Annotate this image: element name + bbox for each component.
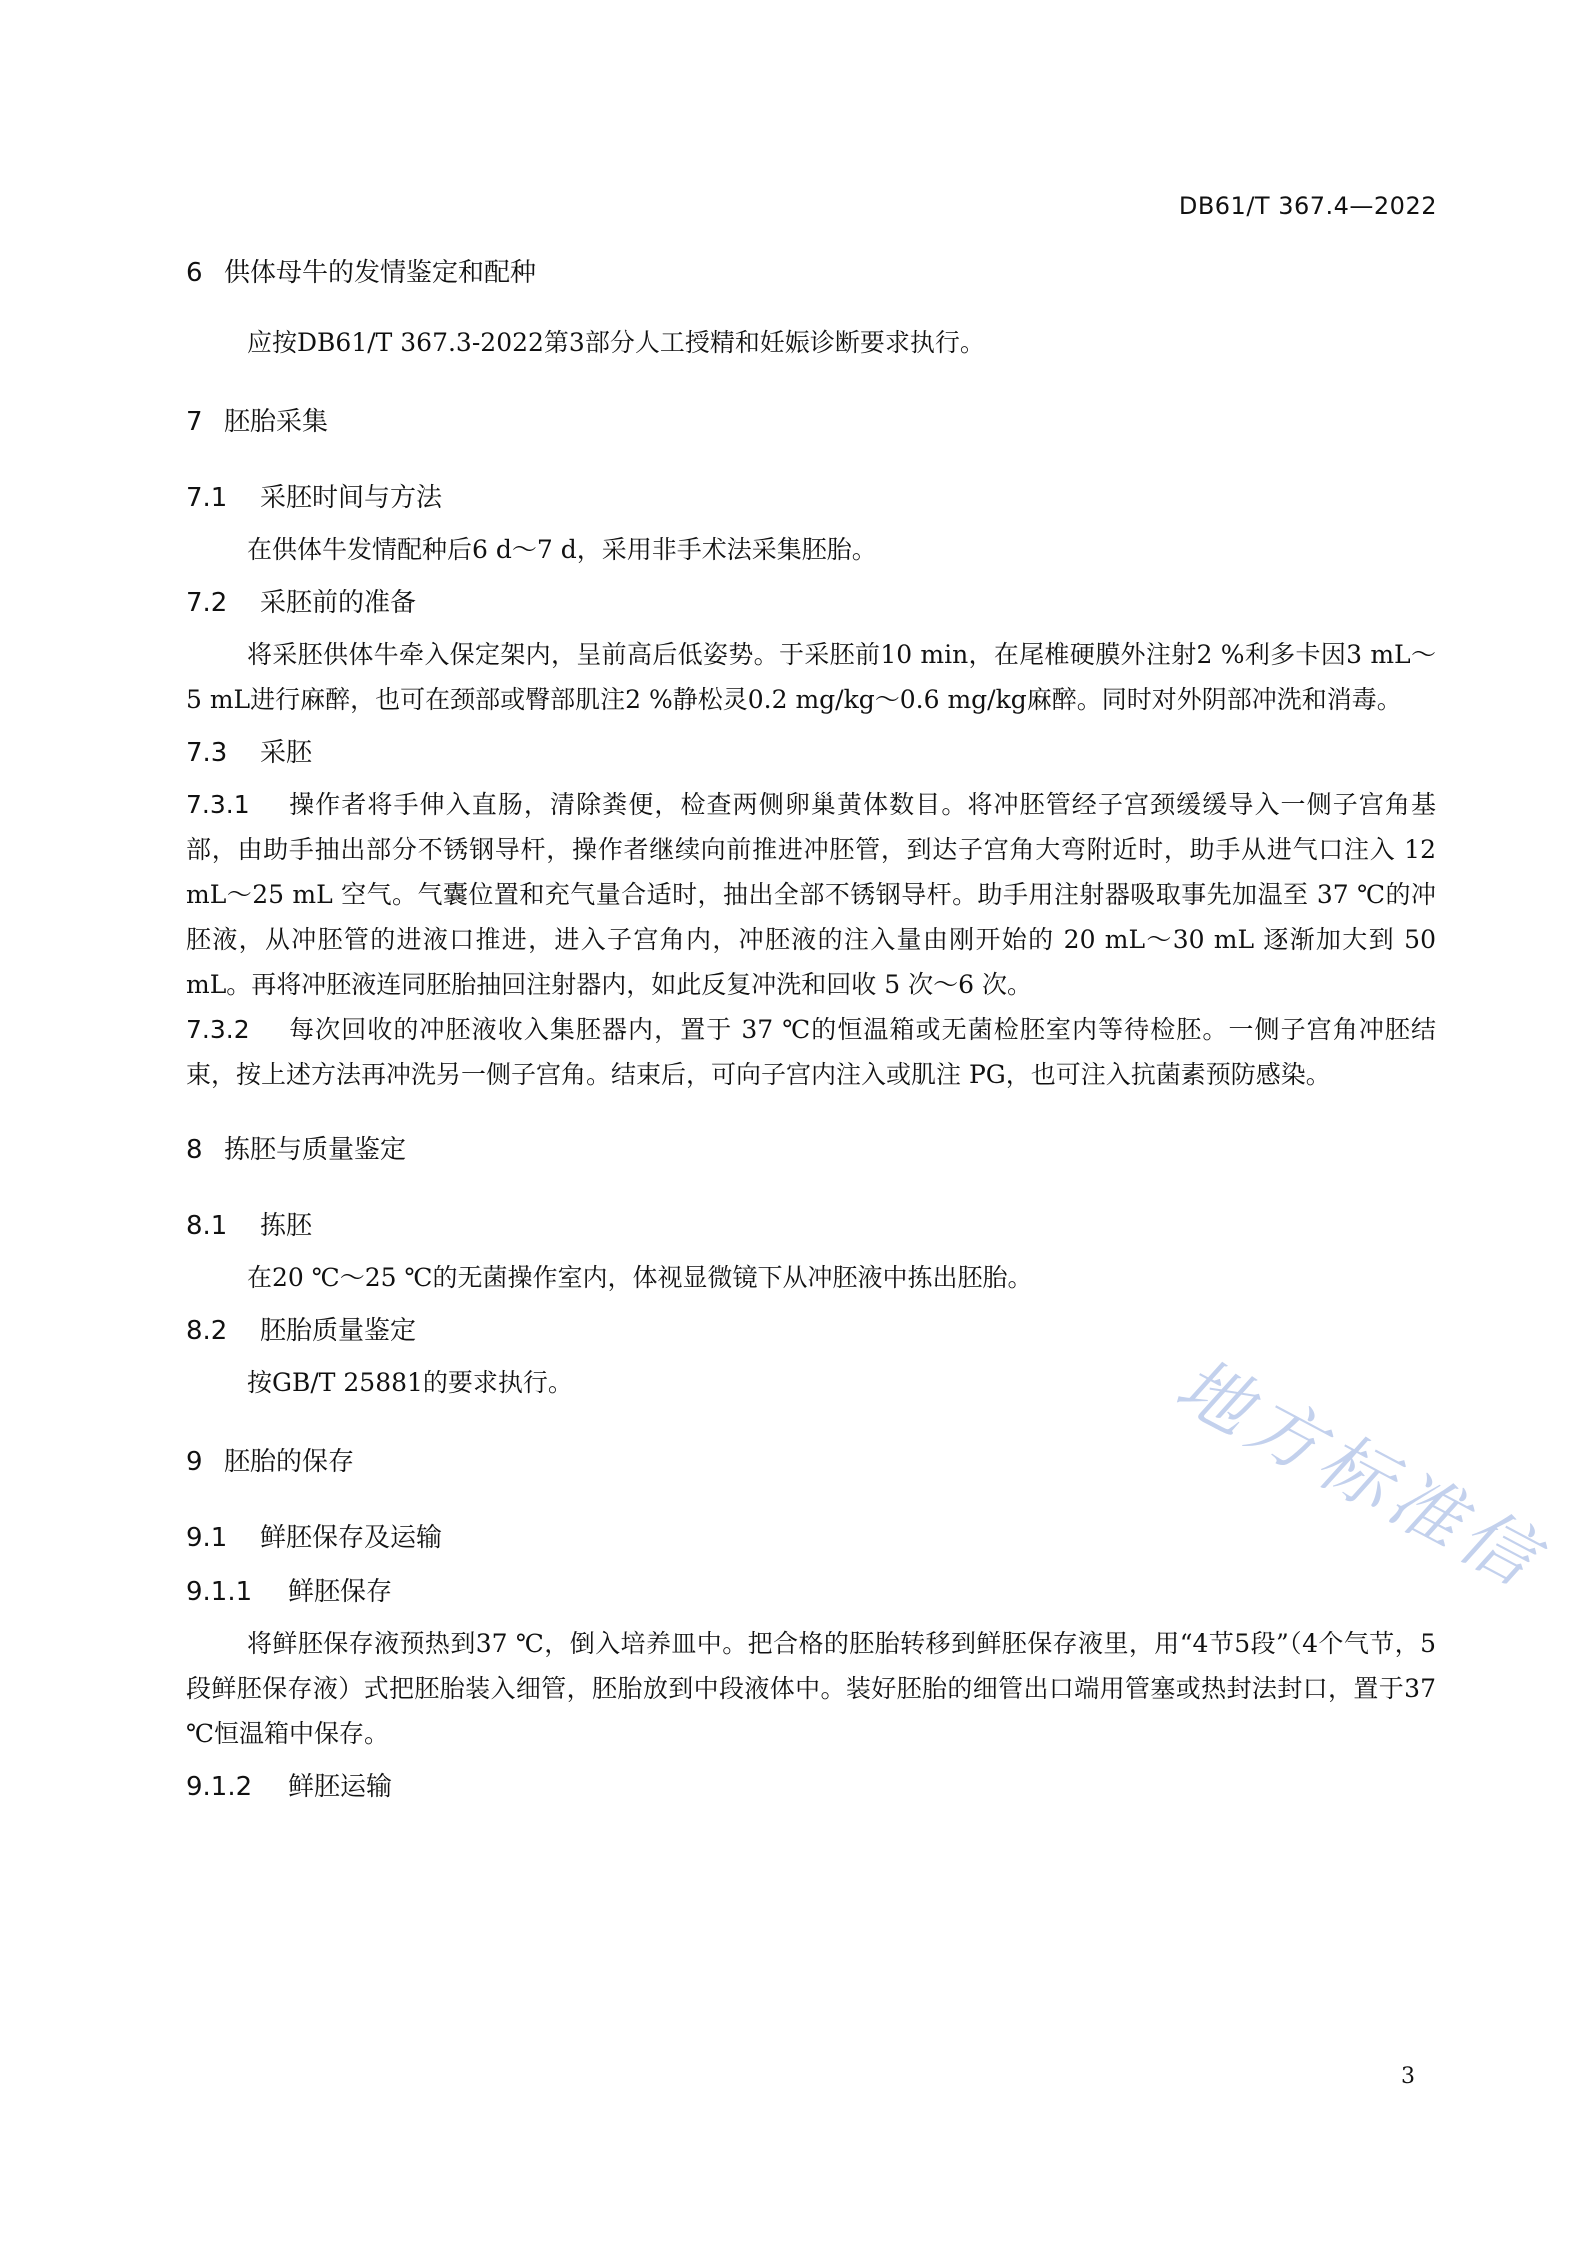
paragraph: 将采胚供体牛牵入保定架内，呈前高后低姿势。于采胚前10 min，在尾椎硬膜外注射2 %利多卡因3 mL～5 mL进行麻醉，也可在颈部或臀部肌注2 %静松灵0.2 mg/kg～0.6 mg/kg麻醉。同时对外阴部冲洗和消毒。 (186, 640, 1436, 714)
paragraph: 在供体牛发情配种后6 d～7 d，采用非手术法采集胚胎。 (247, 535, 877, 564)
paragraph: 在20 ℃～25 ℃的无菌操作室内，体视显微镜下从冲胚液中拣出胚胎。 (247, 1263, 1033, 1292)
subsection-7-3-heading (186, 736, 1436, 770)
subsection-title: 采胚时间与方法 (260, 483, 443, 513)
section-9-heading (186, 1445, 1436, 1479)
subsection-9-1-2-heading (186, 1770, 1436, 1804)
paragraph: 将鲜胚保存液预热到37 ℃，倒入培养皿中。把合格的胚胎转移到鲜胚保存液里，用“4节5段”（4个气节，5段鲜胚保存液）式把胚胎装入细管，胚胎放到中段液体中。装好胚胎的细管出口端用管塞或热封法封口，置于37 ℃恒温箱中保存。 (186, 1629, 1436, 1748)
paragraph: 应按DB61/T 367.3-2022第3部分人工授精和妊娠诊断要求执行。 (247, 328, 985, 357)
document-body (186, 256, 1436, 1804)
clause-7-3-1 (186, 782, 1436, 1007)
clause-number: 7.3.1 (186, 790, 250, 819)
subsection-number: 9.1 (186, 1523, 228, 1553)
subsection-title: 鲜胚运输 (288, 1772, 393, 1802)
subsection-number: 7.1 (186, 483, 228, 513)
document-code: DB61/T 367.4—2022 (1178, 192, 1437, 220)
section-6-heading (186, 256, 1436, 290)
subsection-title: 鲜胚保存 (288, 1577, 393, 1607)
subsection-number: 9.1.2 (186, 1772, 253, 1802)
watermark-text: 地方标准信 (1163, 1342, 1556, 1605)
subsection-number: 7.2 (186, 588, 228, 618)
page-number: 3 (1401, 2064, 1415, 2089)
subsection-title: 拣胚 (260, 1211, 313, 1241)
section-title: 胚胎采集 (224, 407, 329, 437)
subsection-title: 采胚前的准备 (260, 588, 417, 618)
subsection-7-2-heading (186, 586, 1436, 620)
subsection-title: 鲜胚保存及运输 (260, 1523, 443, 1553)
subsection-9-1-1-heading (186, 1575, 1436, 1609)
subsection-number: 9.1.1 (186, 1577, 253, 1607)
clause-7-3-2 (186, 1007, 1436, 1097)
subsection-8-1-heading (186, 1209, 1436, 1243)
clause-text: 操作者将手伸入直肠，清除粪便，检查两侧卵巢黄体数目。将冲胚管经子宫颈缓缓导入一侧子宫角基部，由助手抽出部分不锈钢导杆，操作者继续向前推进冲胚管，到达子宫角大弯附近时，助手从进气口注入 12 mL～25 mL 空气。气囊位置和充气量合适时，抽出全部不锈钢导杆。助手用注射器吸取事先加温至 37 ℃的冲胚液，从冲胚管的进液口推进，进入子宫角内，冲胚液的注入量由刚开始的 20 mL～30 mL 逐渐加大到 50 mL。再将冲胚液连同胚胎抽回注射器内，如此反复冲洗和回收 5 次～6 次。 (186, 790, 1436, 999)
section-title: 胚胎的保存 (224, 1447, 355, 1477)
clause-text: 每次回收的冲胚液收入集胚器内，置于 37 ℃的恒温箱或无菌检胚室内等待检胚。一侧子宫角冲胚结束，按上述方法再冲洗另一侧子宫角。结束后，可向子宫内注入或肌注 PG，也可注入抗菌素预防感染。 (186, 1015, 1436, 1089)
subsection-number: 8.2 (186, 1316, 228, 1346)
section-title: 拣胚与质量鉴定 (224, 1135, 407, 1165)
subsection-title: 胚胎质量鉴定 (260, 1316, 417, 1346)
paragraph: 按GB/T 25881的要求执行。 (247, 1368, 573, 1397)
section-title: 供体母牛的发情鉴定和配种 (224, 258, 537, 288)
section-8-heading (186, 1133, 1436, 1167)
subsection-title: 采胚 (260, 738, 313, 768)
section-number: 9 (186, 1447, 203, 1477)
subsection-9-1-heading (186, 1521, 1436, 1555)
subsection-number: 7.3 (186, 738, 228, 768)
section-number: 6 (186, 258, 203, 288)
subsection-7-1-heading (186, 481, 1436, 515)
section-number: 7 (186, 407, 203, 437)
section-number: 8 (186, 1135, 203, 1165)
clause-number: 7.3.2 (186, 1015, 250, 1044)
subsection-number: 8.1 (186, 1211, 228, 1241)
subsection-8-2-heading (186, 1314, 1436, 1348)
section-7-heading (186, 405, 1436, 439)
